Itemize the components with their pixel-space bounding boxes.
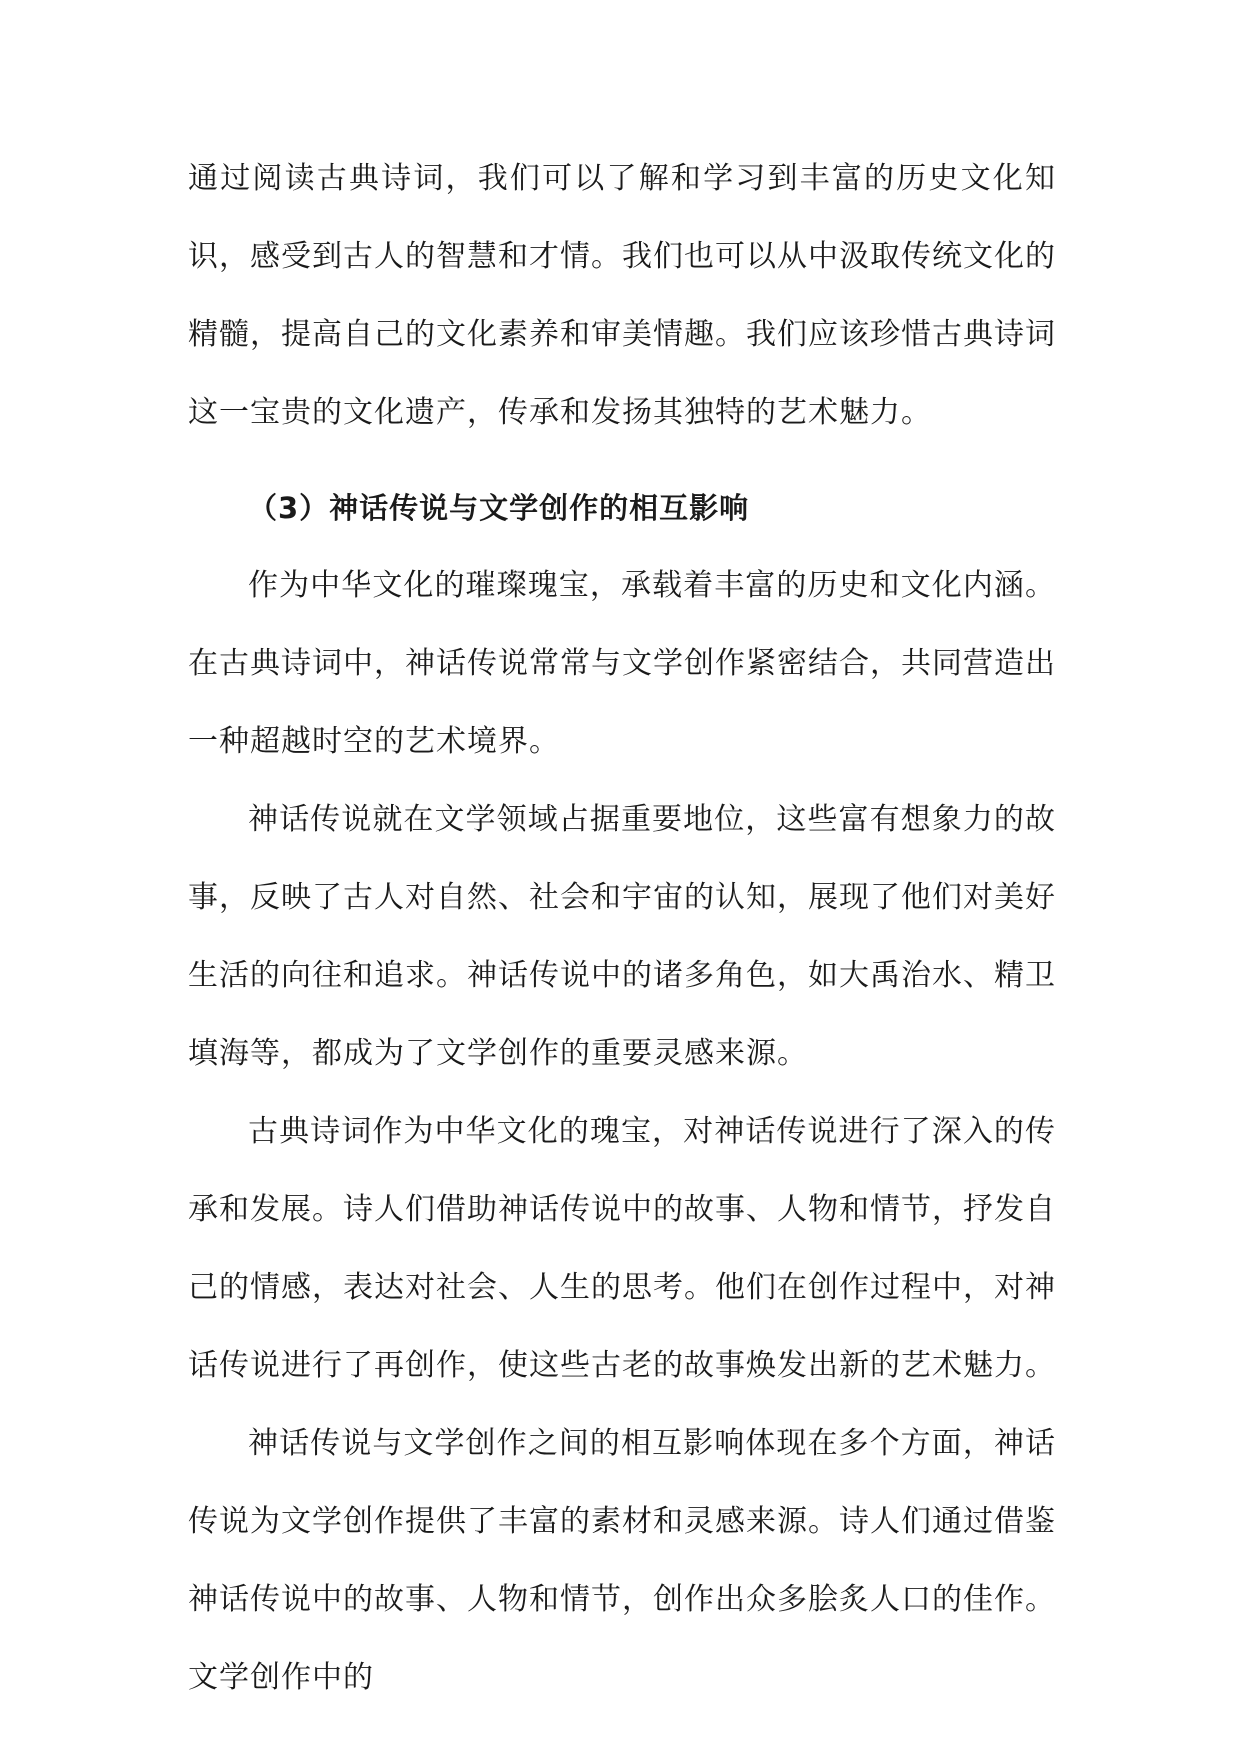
paragraph-2: 神话传说就在文学领域占据重要地位，这些富有想象力的故事，反映了古人对自然、社会和宇宙的认知，展现了他们对美好生活的向往和追求。神话传说中的诸多角色，如大禹治水、精卫填海等，都成为了文学创作的重要灵感来源。 <box>188 802 1056 1071</box>
paragraph-4: 神话传说与文学创作之间的相互影响体现在多个方面，神话传说为文学创作提供了丰富的素材和灵感来源。诗人们通过借鉴神话传说中的故事、人物和情节，创作出众多脍炙人口的佳作。文学创作中的 <box>188 1426 1056 1695</box>
paragraph-continuation: 通过阅读古典诗词，我们可以了解和学习到丰富的历史文化知识，感受到古人的智慧和才情。我们也可以从中汲取传统文化的精髓，提高自己的文化素养和审美情趣。我们应该珍惜古典诗词这一宝贵的文化遗产，传承和发扬其独特的艺术魅力。 <box>188 161 1056 430</box>
body-text <box>188 140 1056 1717</box>
paragraph-1: 作为中华文化的璀璨瑰宝，承载着丰富的历史和文化内涵。在古典诗词中，神话传说常常与文学创作紧密结合，共同营造出一种超越时空的艺术境界。 <box>188 568 1056 759</box>
paragraph-3: 古典诗词作为中华文化的瑰宝，对神话传说进行了深入的传承和发展。诗人们借助神话传说中的故事、人物和情节，抒发自己的情感，表达对社会、人生的思考。他们在创作过程中，对神话传说进行了再创作，使这些古老的故事焕发出新的艺术魅力。 <box>188 1114 1056 1383</box>
section-heading: （3）神话传说与文学创作的相互影响 <box>248 491 750 525</box>
